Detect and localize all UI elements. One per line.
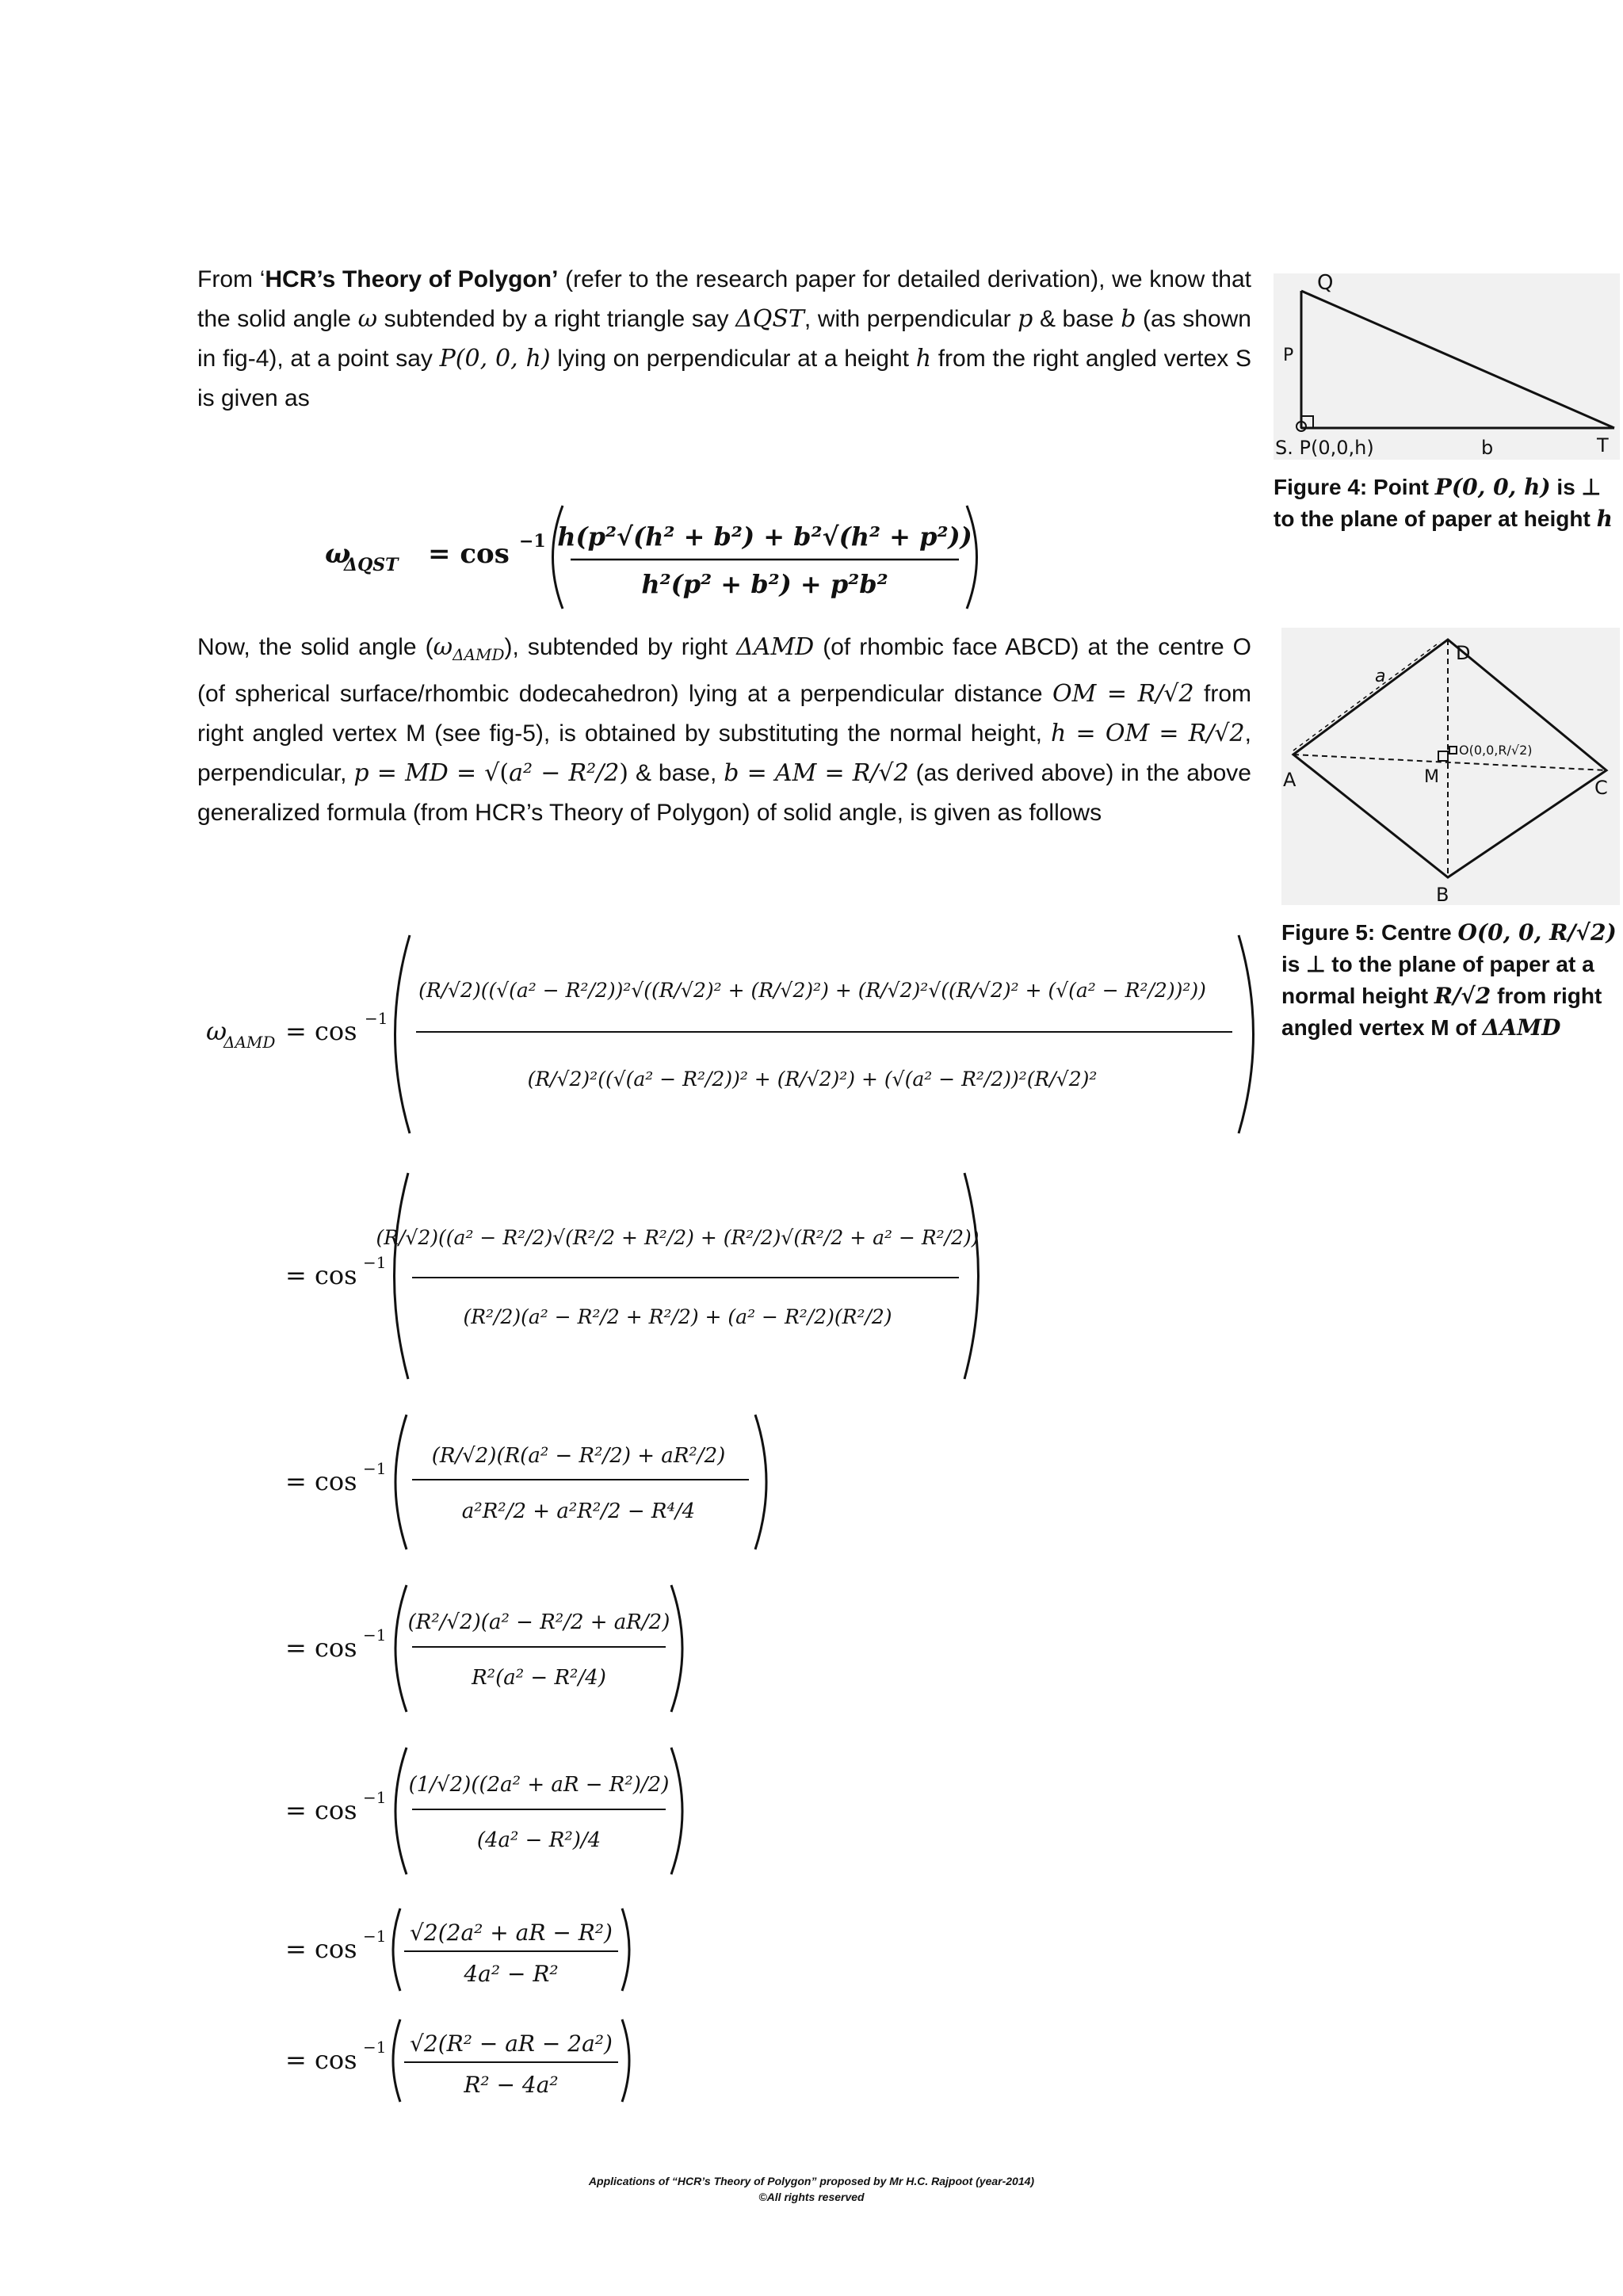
svg-text:Q: Q: [1317, 273, 1334, 295]
svg-text:−1: −1: [363, 2038, 387, 2057]
equation-1-svg: [325, 498, 1038, 617]
eq1-sup: −1: [519, 531, 546, 552]
svg-text:= cos: = cos: [285, 1633, 357, 1663]
step-6-numerator: √2(R² − aR − 2a²): [410, 2030, 613, 2057]
svg-text:M: M: [1424, 767, 1439, 787]
step-1-denominator: (R²/2)(a² − R²/2 + R²/2) + (a² − R²/2)(R²/2): [463, 1305, 892, 1328]
svg-text:C: C: [1594, 777, 1608, 799]
theory-name: HCR’s Theory of Polygon’: [265, 266, 559, 292]
svg-text:= cos: = cos: [285, 1795, 357, 1825]
svg-text:−1: −1: [363, 1788, 387, 1807]
step-5-svg: [281, 1902, 678, 1997]
eq1-lhs-sub: ΔQST: [344, 555, 399, 575]
svg-text:= cos: = cos: [285, 1260, 357, 1290]
figure-5-caption: Figure 5: Centre O(0, 0, R/√2) is ⊥ to the plane of paper at a normal height R/√2 from right angled vertex M of ΔAMD: [1281, 919, 1617, 1041]
step-4-numerator: (1/√2)((2a² + aR − R²)/2): [408, 1773, 670, 1797]
eq1-numerator: h(p²√(h² + b²) + b²√(h² + p²)): [557, 521, 972, 552]
svg-text:a: a: [1375, 667, 1386, 686]
page-footer: [415, 2173, 1208, 2205]
fig5-centre-O: [1449, 747, 1457, 754]
step-5: [281, 1902, 678, 1997]
equation-2-svg: [202, 927, 1272, 1141]
step-3-svg: [281, 1577, 757, 1720]
step-4: [281, 1740, 757, 1882]
figure-4-drawing: [1274, 273, 1620, 460]
fig4-hypotenuse: [1301, 291, 1614, 428]
svg-text:−1: −1: [363, 1459, 387, 1478]
figure-5-drawing: [1281, 628, 1620, 905]
eq2-func: = cos: [285, 1016, 357, 1046]
svg-text:T: T: [1597, 434, 1609, 457]
step-2-denominator: a²R²/2 + a²R²/2 − R⁴/4: [461, 1499, 696, 1523]
step-3-numerator: (R²/√2)(a² − R²/2 + aR/2): [407, 1610, 670, 1634]
svg-text:= cos: = cos: [285, 1934, 357, 1964]
step-4-svg: [281, 1740, 757, 1882]
eq1-denominator: h²(p² + b²) + p²b²: [641, 569, 888, 599]
equation-solid-angle-amd: [202, 927, 1272, 1141]
fig5-diagonal-AC: [1293, 755, 1606, 770]
figure-5-image: [1281, 628, 1620, 905]
step-2-numerator: (R/√2)(R(a² − R²/2) + aR²/2): [431, 1444, 726, 1468]
step-1-numerator: (R/√2)((a² − R²/2)√(R²/2 + R²/2) + (R²/2)√(R²/2 + a² − R²/2)): [376, 1226, 980, 1249]
step-1-svg: [281, 1165, 995, 1387]
step-2: [281, 1407, 836, 1557]
step-1: [281, 1165, 995, 1387]
svg-text:B: B: [1436, 884, 1449, 905]
eq2-left-paren: [395, 935, 411, 1133]
svg-text:−1: −1: [363, 1626, 387, 1645]
fig5-rhombus: [1293, 640, 1606, 877]
footer-line-1: Applications of “HCR’s Theory of Polygon” proposed by Mr H.C. Rajpoot (year-2014): [588, 2175, 1035, 2187]
eq1-func: = cos: [428, 538, 510, 570]
step-3-denominator: R²(a² − R²/4): [472, 1666, 606, 1690]
eq1-lhs: ω: [325, 538, 351, 570]
svg-text:A: A: [1283, 769, 1296, 791]
eq2-denominator: (R/√2)²((√(a² − R²/2))² + (R/√2)²) + (√(a² − R²/2))²(R/√2)²: [527, 1068, 1098, 1091]
svg-text:−1: −1: [363, 1253, 387, 1272]
svg-text:O(0,0,R/√2): O(0,0,R/√2): [1459, 743, 1533, 758]
fig5-side-a-dim: [1293, 642, 1440, 751]
svg-text:D: D: [1456, 642, 1471, 664]
eq2-right-paren: [1239, 935, 1254, 1133]
intro-paragraph: From ‘HCR’s Theory of Polygon’ (refer to the research paper for detailed derivation), we know that the solid angle ω subtended by a right triangle say ΔQST, with perpendicular p & base b (as shown in fig-4), at a point say P(0, 0, h) lying on perpendicular at a height h from the right angled vertex S is given as: [197, 266, 1251, 411]
svg-text:= cos: = cos: [285, 2045, 357, 2075]
step-5-numerator: √2(2a² + aR − R²): [410, 1920, 613, 1946]
svg-text:b: b: [1481, 437, 1494, 459]
step-6-denominator: R² − 4a²: [464, 2072, 559, 2098]
eq2-lhs: ω: [206, 1016, 227, 1046]
substitution-paragraph: Now, the solid angle $(\omega_{\Delta AMD})$, subtended by right ΔAMD (of rhombic face ABCD) at the centre O (of spherical surface/rhombic dodecahedron) lying at a perpendicular distance OM = R/√2 from right angled vertex M (see fig-5), is obtained by substituting the normal height, h = OM = R/√2, perpendicular, p = MD = √(a² − R²/2) & base, b = AM = R/√2 (as derived above) in the above generalized formula (from HCR’s Theory of Polygon) of solid angle, is given as follows: [197, 633, 1251, 826]
footer-copyright: ©All rights reserved: [758, 2191, 865, 2203]
step-6-final: [281, 2013, 678, 2108]
figure-4-caption: Figure 4: Point P(0, 0, h) is ⊥ to the plane of paper at height h: [1274, 474, 1613, 532]
fig5-right-angle: [1438, 751, 1448, 761]
step-6-svg: [281, 2013, 678, 2108]
step-2-svg: [281, 1407, 836, 1557]
eq2-lhs-sub: ΔAMD: [223, 1033, 276, 1052]
svg-text:= cos: = cos: [285, 1466, 357, 1496]
step-5-denominator: 4a² − R²: [464, 1961, 559, 1987]
step-4-denominator: (4a² − R²)/4: [476, 1828, 601, 1852]
equation-solid-angle-general: [325, 498, 1038, 617]
step-3: [281, 1577, 757, 1720]
eq2-numerator: (R/√2)((√(a² − R²/2))²√((R/√2)² + (R/√2)²) + (R/√2)²√((R/√2)² + (√(a² − R²/2))²)): [418, 979, 1206, 1002]
svg-text:S. P(0,0,h): S. P(0,0,h): [1275, 437, 1374, 459]
svg-text:P: P: [1283, 346, 1294, 365]
svg-text:−1: −1: [363, 1927, 387, 1946]
eq2-sup: −1: [365, 1009, 388, 1028]
figure-4-image: [1274, 273, 1620, 460]
